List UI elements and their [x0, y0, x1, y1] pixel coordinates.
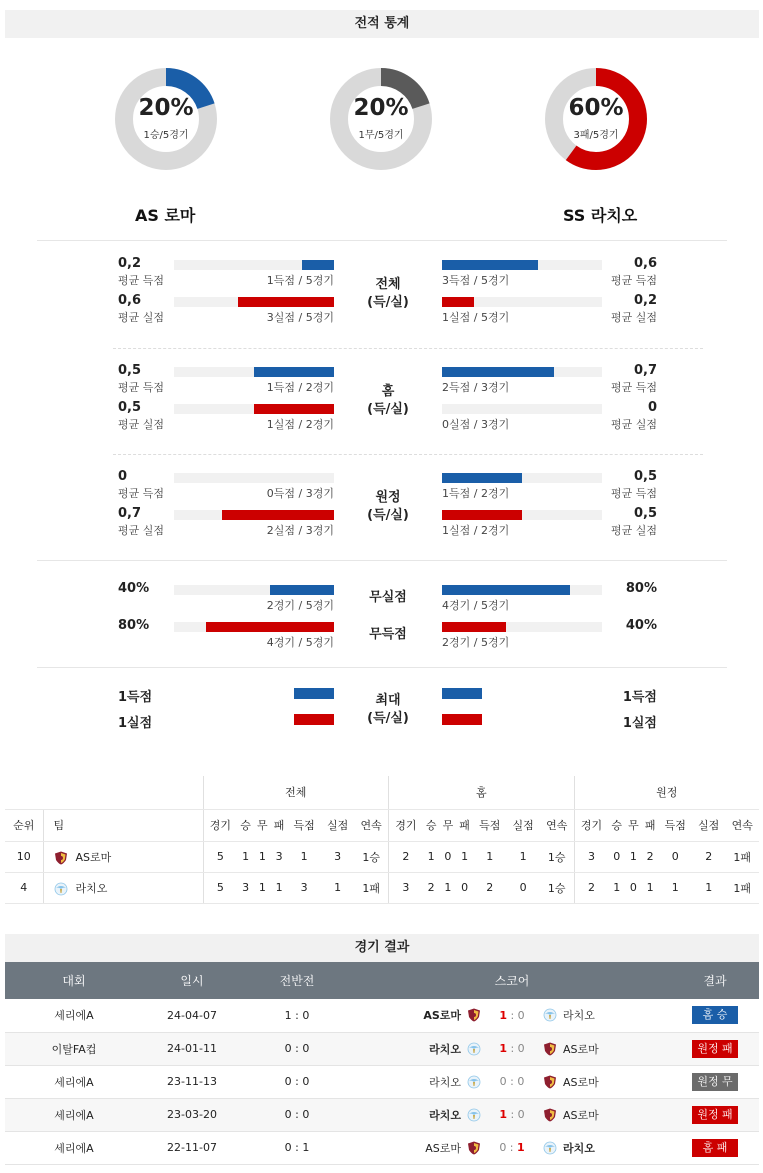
team-name[interactable]: AS로마	[75, 850, 112, 864]
section-label-sub: (득/실)	[367, 295, 409, 310]
group-header: 전체	[203, 776, 389, 809]
home-stat-label: 평균 득점	[118, 487, 165, 500]
stat-cell: 1	[692, 872, 725, 903]
stat-cell: 3	[321, 841, 354, 872]
score	[487, 1042, 537, 1055]
stat-cell: 1	[321, 872, 354, 903]
section-label-main: 최대	[375, 693, 401, 708]
group-header: 원정	[574, 776, 759, 809]
scoreline	[353, 1107, 671, 1123]
competition-cell: 이탈FA컵	[5, 1032, 143, 1065]
result-cell	[671, 1131, 759, 1164]
away-bar-caption: 4경기 / 5경기	[442, 599, 510, 612]
column-header: 순위	[5, 809, 43, 841]
away-bar-caption: 2득점 / 3경기	[442, 381, 510, 394]
home-team-name[interactable]: 라치오	[429, 1042, 461, 1056]
home-bar-caption: 1득점 / 2경기	[266, 381, 334, 394]
score-cell	[353, 1032, 671, 1065]
section-label-sub: (득/실)	[367, 711, 409, 726]
column-header: 실점	[321, 809, 354, 841]
away-team-name: SS 라치오	[563, 206, 638, 225]
home-score: 0	[499, 1075, 507, 1088]
section-label: 무실점	[369, 590, 407, 605]
section-label	[348, 383, 428, 419]
stat-cell: 2	[692, 841, 725, 872]
home-bar-caption: 2실점 / 3경기	[266, 524, 334, 537]
away-team-name[interactable]: 라치오	[563, 1009, 595, 1023]
away-team-name[interactable]: AS로마	[563, 1075, 599, 1089]
stat-cell: 1	[625, 841, 642, 872]
column-header: 연속	[354, 809, 388, 841]
stat-cell: 5	[203, 841, 237, 872]
home-bar-fill	[254, 404, 334, 414]
home-stat-value: 0,2	[118, 256, 142, 271]
away-bar-fill	[442, 510, 522, 520]
section-label	[348, 276, 428, 312]
away-max-bar	[442, 688, 482, 699]
score-separator: :	[506, 1042, 518, 1055]
stat-cell: 3	[389, 872, 423, 903]
scoreline	[353, 1074, 671, 1090]
away-stat-value: 80%	[625, 581, 657, 596]
divider	[113, 348, 703, 349]
away-stat-label: 평균 득점	[610, 274, 657, 287]
result-cell	[671, 999, 759, 1032]
column-header: 경기	[574, 809, 608, 841]
scoreline	[353, 1041, 671, 1057]
stat-cell: 1	[659, 872, 692, 903]
halftime-cell: 0 : 0	[241, 1098, 353, 1131]
home-bar-caption: 3실점 / 5경기	[266, 311, 334, 324]
roma-crest-icon	[54, 851, 68, 865]
away-stat-value: 0,2	[633, 293, 657, 308]
away-bar-fill	[442, 622, 506, 632]
home-bar-fill	[302, 260, 334, 270]
date-cell: 24-04-07	[143, 999, 241, 1032]
away-stat-label: 평균 득점	[610, 381, 657, 394]
roma-crest-icon	[543, 1075, 557, 1089]
result-badge: 원정 패	[692, 1040, 738, 1058]
scoreline	[353, 1007, 671, 1023]
column-header: 무	[440, 809, 457, 841]
column-header: 득점	[473, 809, 506, 841]
results-column-header: 대회	[5, 962, 143, 999]
team-name[interactable]: 라치오	[75, 881, 108, 895]
away-max-value: 1득점	[622, 690, 657, 705]
stat-cell: 1	[271, 872, 288, 903]
standings-table	[5, 776, 759, 904]
stat-cell: 3	[237, 872, 254, 903]
away-team-name[interactable]: 라치오	[563, 1141, 595, 1155]
home-score: 0	[499, 1141, 507, 1154]
stat-cell: 2	[423, 872, 440, 903]
date-cell: 22-11-07	[143, 1131, 241, 1164]
halftime-cell: 0 : 0	[241, 1032, 353, 1065]
home-stat-value: 0,6	[118, 293, 142, 308]
stat-cell: 2	[642, 841, 659, 872]
column-header: 무	[625, 809, 642, 841]
date-cell: 23-03-20	[143, 1098, 241, 1131]
stat-cell: 1	[237, 841, 254, 872]
donut-subtext: 3패/5경기	[573, 130, 619, 141]
home-bar-fill	[270, 585, 334, 595]
divider	[37, 240, 727, 241]
away-bar-caption: 2경기 / 5경기	[442, 636, 510, 649]
halftime-cell: 0 : 0	[241, 1065, 353, 1098]
competition-cell: 세리에A	[5, 1131, 143, 1164]
roma-crest-icon	[543, 1108, 557, 1122]
competition-cell: 세리에A	[5, 1065, 143, 1098]
score-separator: :	[506, 1008, 518, 1022]
stat-cell: 1	[254, 872, 271, 903]
roma-crest-icon	[543, 1042, 557, 1056]
home-stat-label: 평균 실점	[118, 418, 165, 431]
stat-cell: 1승	[540, 872, 574, 903]
result-badge: 원정 패	[692, 1106, 738, 1124]
section-label	[348, 489, 428, 525]
away-max-bar	[442, 714, 482, 725]
away-stat-value: 0,7	[633, 363, 657, 378]
competition-cell: 세리에A	[5, 1098, 143, 1131]
home-stat-value: 0	[118, 469, 128, 484]
results-column-header: 전반전	[241, 962, 353, 999]
stat-cell: 0	[608, 841, 625, 872]
away-stat-label: 평균 득점	[610, 487, 657, 500]
column-header: 연속	[540, 809, 574, 841]
donut-subtext: 1승/5경기	[143, 130, 189, 141]
results-column-header: 결과	[671, 962, 759, 999]
column-header: 패	[271, 809, 288, 841]
away-bar-fill	[442, 297, 474, 307]
column-header: 득점	[659, 809, 692, 841]
column-header: 승	[423, 809, 440, 841]
results-table	[5, 962, 759, 1165]
stat-cell: 1	[423, 841, 440, 872]
group-header: 홈	[389, 776, 575, 809]
stat-cell: 1	[642, 872, 659, 903]
donut-percent: 20%	[138, 95, 194, 121]
home-bar-fill	[238, 297, 334, 307]
stat-cell: 2	[473, 872, 506, 903]
home-stat-label: 평균 실점	[118, 311, 165, 324]
away-stat-label: 평균 실점	[610, 524, 657, 537]
date-cell: 24-01-11	[143, 1032, 241, 1065]
away-stat-value: 40%	[625, 618, 657, 633]
score	[487, 1009, 537, 1022]
rank-cell: 4	[5, 872, 43, 903]
result-badge: 홈 승	[692, 1006, 738, 1024]
lazio-crest-icon	[467, 1108, 481, 1122]
away-score: 0	[517, 1042, 525, 1055]
home-bar-caption: 2경기 / 5경기	[266, 599, 334, 612]
donut-percent: 60%	[568, 95, 624, 121]
stat-cell: 1패	[725, 872, 759, 903]
away-bar-fill	[442, 260, 538, 270]
column-header: 승	[608, 809, 625, 841]
donut-chart	[542, 65, 650, 173]
away-max-value: 1실점	[622, 716, 657, 731]
home-team-name[interactable]: 라치오	[429, 1075, 461, 1089]
home-max-bar	[294, 688, 334, 699]
stat-cell: 3	[271, 841, 288, 872]
home-max-bar	[294, 714, 334, 725]
date-cell: 23-11-13	[143, 1065, 241, 1098]
home-stat-label: 평균 득점	[118, 381, 165, 394]
away-bar-caption: 3득점 / 5경기	[442, 274, 510, 287]
score-cell	[353, 1065, 671, 1098]
stat-cell: 1	[608, 872, 625, 903]
stats-title: 전적 통계	[5, 10, 759, 38]
stat-cell: 1	[506, 841, 539, 872]
home-max-value: 1실점	[118, 716, 153, 731]
score	[487, 1141, 537, 1154]
result-badge: 홈 패	[692, 1139, 738, 1157]
away-stat-value: 0,5	[633, 469, 657, 484]
home-score: 1	[499, 1042, 507, 1055]
lazio-crest-icon	[54, 882, 68, 896]
home-stat-value: 0,5	[118, 363, 142, 378]
home-score: 1	[499, 1008, 507, 1022]
lazio-crest-icon	[543, 1008, 557, 1022]
score-separator: :	[506, 1141, 518, 1154]
result-cell	[671, 1032, 759, 1065]
stat-cell: 1	[254, 841, 271, 872]
lazio-crest-icon	[543, 1141, 557, 1155]
result-row[interactable]	[5, 1032, 759, 1065]
away-team-name[interactable]: AS로마	[563, 1042, 599, 1056]
stat-cell: 1	[287, 841, 320, 872]
column-header: 실점	[506, 809, 539, 841]
competition-cell: 세리에A	[5, 999, 143, 1032]
home-stat-value: 0,5	[118, 400, 142, 415]
away-stat-value: 0,6	[633, 256, 657, 271]
home-bar-fill	[222, 510, 334, 520]
score-cell	[353, 999, 671, 1032]
results-column-header: 스코어	[353, 962, 671, 999]
home-bar-caption: 0득점 / 3경기	[266, 487, 334, 500]
score	[487, 1075, 537, 1088]
group-header-empty	[5, 776, 203, 809]
stat-cell: 0	[506, 872, 539, 903]
stat-cell: 1승	[354, 841, 388, 872]
stat-cell: 3	[287, 872, 320, 903]
lazio-crest-icon	[467, 1042, 481, 1056]
results-title: 경기 결과	[5, 934, 759, 962]
rank-cell: 10	[5, 841, 43, 872]
away-score: 0	[517, 1075, 525, 1088]
home-max-value: 1득점	[118, 690, 153, 705]
stat-cell: 1패	[354, 872, 388, 903]
donut-percent: 20%	[353, 95, 409, 121]
donut-subtext: 1무/5경기	[358, 130, 404, 141]
away-stat-value: 0	[647, 400, 657, 415]
column-header: 경기	[203, 809, 237, 841]
stat-cell: 1승	[540, 841, 574, 872]
divider	[37, 560, 727, 561]
result-cell	[671, 1098, 759, 1131]
away-team-name[interactable]: AS로마	[563, 1108, 599, 1122]
section-label: 무득점	[369, 627, 407, 642]
stat-cell: 1	[473, 841, 506, 872]
column-header: 무	[254, 809, 271, 841]
column-header: 득점	[287, 809, 320, 841]
home-bar-caption: 4경기 / 5경기	[266, 636, 334, 649]
donut-chart	[112, 65, 220, 173]
home-bar-track	[174, 473, 334, 483]
results-column-header: 일시	[143, 962, 241, 999]
stat-cell: 0	[625, 872, 642, 903]
column-header: 패	[456, 809, 473, 841]
away-bar-caption: 0실점 / 3경기	[442, 418, 510, 431]
section-label-sub: (득/실)	[367, 508, 409, 523]
away-bar-fill	[442, 367, 554, 377]
away-stat-label: 평균 실점	[610, 311, 657, 324]
divider	[113, 454, 703, 455]
stat-cell: 3	[574, 841, 608, 872]
team-cell[interactable]	[43, 841, 203, 872]
away-stat-value: 0,5	[633, 506, 657, 521]
section-label-main: 전체	[375, 277, 401, 292]
column-header: 패	[642, 809, 659, 841]
result-badge: 원정 무	[692, 1073, 738, 1091]
stat-cell: 5	[203, 872, 237, 903]
section-label	[348, 692, 428, 728]
donut-chart	[327, 65, 435, 173]
home-team-name: AS 로마	[135, 206, 196, 225]
result-row[interactable]	[5, 1131, 759, 1164]
column-header: 경기	[389, 809, 423, 841]
home-team-name[interactable]: AS로마	[423, 1009, 461, 1023]
home-team-name[interactable]: 라치오	[429, 1108, 461, 1122]
stat-cell: 1	[456, 841, 473, 872]
away-bar-fill	[442, 473, 522, 483]
score-separator: :	[506, 1108, 518, 1121]
home-stat-value: 40%	[118, 581, 150, 596]
stat-cell: 0	[440, 841, 457, 872]
home-stat-value: 0,7	[118, 506, 142, 521]
divider	[37, 667, 727, 668]
column-header: 승	[237, 809, 254, 841]
home-bar-caption: 1실점 / 2경기	[266, 418, 334, 431]
section-label-main: 원정	[375, 490, 401, 505]
result-row[interactable]	[5, 999, 759, 1032]
away-bar-caption: 1실점 / 2경기	[442, 524, 510, 537]
home-bar-caption: 1득점 / 5경기	[266, 274, 334, 287]
result-row[interactable]	[5, 1065, 759, 1098]
halftime-cell: 0 : 1	[241, 1131, 353, 1164]
stat-cell: 2	[389, 841, 423, 872]
home-stat-value: 80%	[118, 618, 150, 633]
home-team-name[interactable]: AS로마	[425, 1141, 461, 1155]
score-separator: :	[506, 1075, 518, 1088]
away-bar-fill	[442, 585, 570, 595]
result-row[interactable]	[5, 1098, 759, 1131]
result-cell	[671, 1065, 759, 1098]
stat-cell: 0	[456, 872, 473, 903]
score-cell	[353, 1098, 671, 1131]
away-bar-caption: 1득점 / 2경기	[442, 487, 510, 500]
home-bar-fill	[254, 367, 334, 377]
away-score: 1	[517, 1141, 525, 1154]
home-stat-label: 평균 득점	[118, 274, 165, 287]
away-bar-caption: 1실점 / 5경기	[442, 311, 510, 324]
column-header: 팀	[43, 809, 203, 841]
away-score: 0	[517, 1008, 525, 1022]
score-cell	[353, 1131, 671, 1164]
column-header: 연속	[725, 809, 759, 841]
home-stat-label: 평균 실점	[118, 524, 165, 537]
away-score: 0	[517, 1108, 525, 1121]
team-cell[interactable]	[43, 872, 203, 903]
section-label-sub: (득/실)	[367, 402, 409, 417]
roma-crest-icon	[467, 1008, 481, 1022]
score	[487, 1108, 537, 1121]
lazio-crest-icon	[467, 1075, 481, 1089]
halftime-cell: 1 : 0	[241, 999, 353, 1032]
scoreline	[353, 1140, 671, 1156]
away-bar-track	[442, 404, 602, 414]
stat-cell: 2	[574, 872, 608, 903]
stat-cell: 0	[659, 841, 692, 872]
home-bar-fill	[206, 622, 334, 632]
stat-cell: 1	[440, 872, 457, 903]
away-stat-label: 평균 실점	[610, 418, 657, 431]
stat-cell: 1패	[725, 841, 759, 872]
table-row[interactable]	[5, 872, 759, 903]
column-header: 실점	[692, 809, 725, 841]
table-row[interactable]	[5, 841, 759, 872]
roma-crest-icon	[467, 1141, 481, 1155]
home-score: 1	[499, 1108, 507, 1121]
section-label-main: 홈	[381, 384, 395, 399]
